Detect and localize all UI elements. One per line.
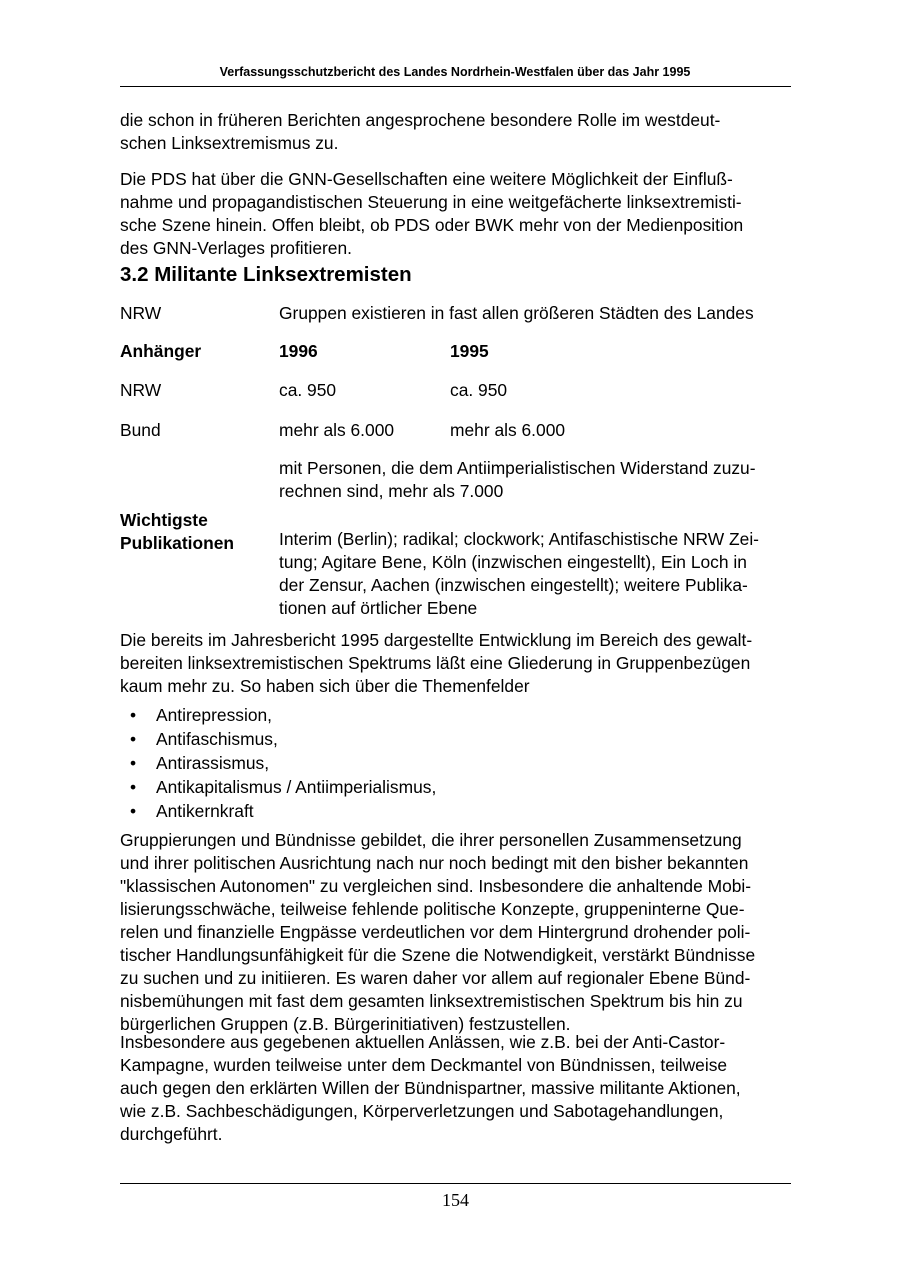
list-item [120, 799, 436, 823]
table-publications-label [120, 509, 234, 555]
table-publications-text [279, 528, 759, 620]
text-line: nahme und propagandistischen Steuerung in eine weitgefächerte linksextremisti- [120, 192, 742, 212]
paragraph-3 [120, 629, 790, 698]
table-row-value: mehr als 6.000 [279, 420, 395, 440]
list-item-text: Antikapitalismus / Antiimperialismus, [156, 777, 437, 797]
paragraph-intro-2 [120, 168, 790, 260]
text-line: Insbesondere aus gegebenen aktuellen Anlässen, wie z.B. bei der Anti-Castor- [120, 1032, 726, 1052]
text-line: bereiten linksextremistischen Spektrums läßt eine Gliederung in Gruppenbezügen [120, 653, 751, 673]
footer-rule [120, 1183, 791, 1184]
list-item-text: Antirassismus, [156, 753, 270, 773]
table-nrw-groups: Gruppen existieren in fast allen größeren Städten des Landes [279, 303, 754, 323]
text-line: Die bereits im Jahresbericht 1995 dargestellte Entwicklung im Bereich des gewalt- [120, 630, 753, 650]
header-rule [120, 86, 791, 87]
paragraph-5 [120, 1031, 790, 1146]
text-line: sche Szene hinein. Offen bleibt, ob PDS oder BWK mehr von der Medienposition [120, 215, 744, 235]
text-line: "klassischen Autonomen" zu vergleichen sind. Insbesondere die anhaltende Mobi- [120, 876, 752, 896]
table-nrw-label: NRW [120, 303, 162, 323]
text-line: des GNN-Verlages profitieren. [120, 238, 352, 258]
list-item-text: Antifaschismus, [156, 729, 278, 749]
text-line: schen Linksextremismus zu. [120, 133, 339, 153]
text-line: Publikationen [120, 533, 235, 553]
text-line: Gruppierungen und Bündnisse gebildet, die ihrer personellen Zusammensetzung [120, 830, 742, 850]
list-item-text: Antirepression, [156, 705, 272, 725]
table-header-year-1995: 1995 [450, 341, 489, 361]
bullet-list [120, 703, 436, 823]
text-line: mit Personen, die dem Antiimperialistischen Widerstand zuzu- [279, 458, 756, 478]
text-line: Kampagne, wurden teilweise unter dem Deckmantel von Bündnissen, teilweise [120, 1055, 728, 1075]
text-line: die schon in früheren Berichten angesprochene besondere Rolle im westdeut- [120, 110, 721, 130]
text-line: Wichtigste [120, 510, 208, 530]
bullet-icon: • [130, 777, 137, 797]
text-line: lisierungsschwäche, teilweise fehlende politische Konzepte, gruppeninterne Que- [120, 899, 745, 919]
table-header-anhaenger: Anhänger [120, 341, 202, 361]
list-item [120, 751, 436, 775]
table-header-year-1996: 1996 [279, 341, 318, 361]
table-row-label: NRW [120, 380, 162, 400]
section-heading: 3.2 Militante Linksextremisten [120, 263, 412, 286]
list-item [120, 727, 436, 751]
text-line: Interim (Berlin); radikal; clockwork; Antifaschistische NRW Zei- [279, 529, 759, 549]
text-line: der Zensur, Aachen (inzwischen eingestellt); weitere Publika- [279, 575, 748, 595]
text-line: Die PDS hat über die GNN-Gesellschaften eine weitere Möglichkeit der Einfluß- [120, 169, 733, 189]
table-row-label: Bund [120, 420, 161, 440]
paragraph-4 [120, 829, 790, 1036]
text-line: nisbemühungen mit fast dem gesamten linksextremistischen Spektrum bis hin zu [120, 991, 743, 1011]
text-line: bürgerlichen Gruppen (z.B. Bürgerinitiativen) festzustellen. [120, 1014, 571, 1034]
paragraph-intro-1 [120, 109, 790, 155]
bullet-icon: • [130, 729, 137, 749]
list-item-text: Antikernkraft [156, 801, 254, 821]
text-line: kaum mehr zu. So haben sich über die Themenfelder [120, 676, 530, 696]
bullet-icon: • [130, 705, 137, 725]
list-item [120, 775, 436, 799]
bullet-icon: • [130, 801, 137, 821]
running-header: Verfassungsschutzbericht des Landes Nordrhein-Westfalen über das Jahr 1995 [219, 65, 691, 79]
page-number: 154 [442, 1190, 469, 1210]
table-row-value: ca. 950 [450, 380, 508, 400]
text-line: rechnen sind, mehr als 7.000 [279, 481, 504, 501]
text-line: tionen auf örtlicher Ebene [279, 598, 478, 618]
text-line: zu suchen und zu initiieren. Es waren daher vor allem auf regionaler Ebene Bünd- [120, 968, 751, 988]
list-item [120, 703, 436, 727]
table-row-value: mehr als 6.000 [450, 420, 566, 440]
text-line: auch gegen den erklärten Willen der Bündnispartner, massive militante Aktionen, [120, 1078, 741, 1098]
text-line: tischer Handlungsunfähigkeit für die Szene die Notwendigkeit, verstärkt Bündnisse [120, 945, 756, 965]
text-line: wie z.B. Sachbeschädigungen, Körperverletzungen und Sabotagehandlungen, [120, 1101, 724, 1121]
bullet-icon: • [130, 753, 137, 773]
table-note [279, 457, 756, 503]
table-row-value: ca. 950 [279, 380, 337, 400]
text-line: durchgeführt. [120, 1124, 223, 1144]
text-line: tung; Agitare Bene, Köln (inzwischen eingestellt), Ein Loch in [279, 552, 747, 572]
text-line: und ihrer politischen Ausrichtung nach nur noch bedingt mit den bisher bekannten [120, 853, 749, 873]
text-line: relen und finanzielle Engpässe verdeutlichen vor dem Hintergrund drohender poli- [120, 922, 751, 942]
